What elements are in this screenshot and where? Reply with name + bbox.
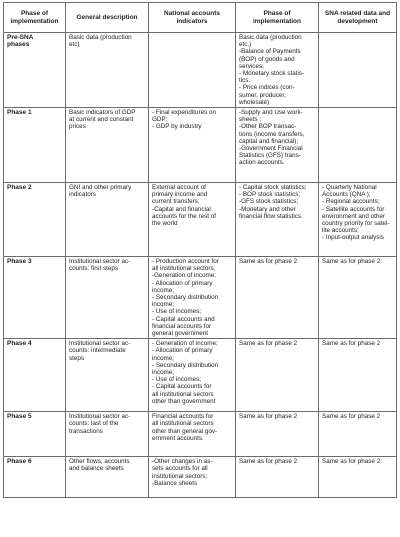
indicators-cell: - Production account for all institutional sectors; -Generation of income; - Allocation of primary income; - Secondary distribution income; - Use of incomes; - Capital accounts and financial accounts for general government	[149, 257, 236, 339]
sna-related-cell	[319, 108, 397, 183]
phase-cell: Phase 1	[4, 108, 66, 183]
implementation-cell: Same as for phase 2	[236, 257, 319, 339]
indicators-cell: - Generation of income; - Allocation of primary income; - Secondary distribution income; - Use of incomes; - Capital accounts for all institutional sectors other than government	[149, 339, 236, 412]
implementation-cell: - Capital stock statistics; - BOP stock statistics; -GFS stock statistics; -Monetary and other financial flow statistics.	[236, 183, 319, 257]
general-description-cell: Institutional sector ac- counts: first steps	[66, 257, 149, 339]
header-national-accounts-indicators: National accounts indicators	[149, 3, 236, 33]
sna-related-cell: Same as for phase 2	[319, 339, 397, 412]
table-row	[4, 457, 397, 498]
phase-cell: Phase 3	[4, 257, 66, 339]
general-description-cell: Institutional sector ac- counts: intermediate steps	[66, 339, 149, 412]
phase-cell: Phase 4	[4, 339, 66, 412]
implementation-cell: Basic data (production etc.) -Balance of Payments (BOP) of goods and services; - Monetary stock statis- tics. - Price indices (con- sumer, producer, wholesale)	[236, 33, 319, 108]
table-row	[4, 257, 397, 339]
indicators-cell: - Final expenditures on GDP; - GDP by industry	[149, 108, 236, 183]
implementation-cell: -Supply and Use work- sheets ; -Other BOP transac- tions (income transfers, capital and financial); -Government Financial Statistics (GFS) trans- action accounts.	[236, 108, 319, 183]
implementation-cell: Same as for phase 2	[236, 457, 319, 498]
sna-related-cell: Same as for phase 2	[319, 257, 397, 339]
implementation-cell: Same as for phase 2	[236, 412, 319, 457]
phase-cell: Phase 6	[4, 457, 66, 498]
table-row	[4, 108, 397, 183]
indicators-cell: External account of primary income and current transfers; -Capital and financial accounts for the rest of the world	[149, 183, 236, 257]
sna-related-cell	[319, 33, 397, 108]
table-row	[4, 412, 397, 457]
sna-related-cell: - Quarterly National Accounts (QNA ); - Regional accounts; - Satellite accounts for environment and other country priority for satel- lite accounts; - Input-output analysis	[319, 183, 397, 257]
general-description-cell: Institutional sector ac- counts: last of the transactions	[66, 412, 149, 457]
general-description-cell: Basic data (production etc)	[66, 33, 149, 108]
header-phase: Phase of implementation	[4, 3, 66, 33]
table-header-row	[4, 3, 397, 33]
sna-related-cell: Same as for phase 2	[319, 412, 397, 457]
header-general-description: General description	[66, 3, 149, 33]
header-phase-of-implementation: Phase of implementation	[236, 3, 319, 33]
sna-phases-table	[3, 2, 397, 498]
phase-cell: Pre-SNA phases	[4, 33, 66, 108]
table-row	[4, 183, 397, 257]
general-description-cell: Basic indicators of GDP at current and constant prices	[66, 108, 149, 183]
phase-cell: Phase 5	[4, 412, 66, 457]
table-row	[4, 33, 397, 108]
indicators-cell: Financial accounts for all institutional sectors other than general gov- ernment accounts.	[149, 412, 236, 457]
indicators-cell	[149, 33, 236, 108]
general-description-cell: Other flows, accounts and balance sheets	[66, 457, 149, 498]
table-row	[4, 339, 397, 412]
indicators-cell: -Other changes in as- sets accounts for all institutional sectors; -Balance sheets	[149, 457, 236, 498]
general-description-cell: GNI and other primary indicators	[66, 183, 149, 257]
sna-related-cell: Same as for phase 2	[319, 457, 397, 498]
header-sna-related-data: SNA related data and development	[319, 3, 397, 33]
phase-cell: Phase 2	[4, 183, 66, 257]
implementation-cell: Same as for phase 2	[236, 339, 319, 412]
